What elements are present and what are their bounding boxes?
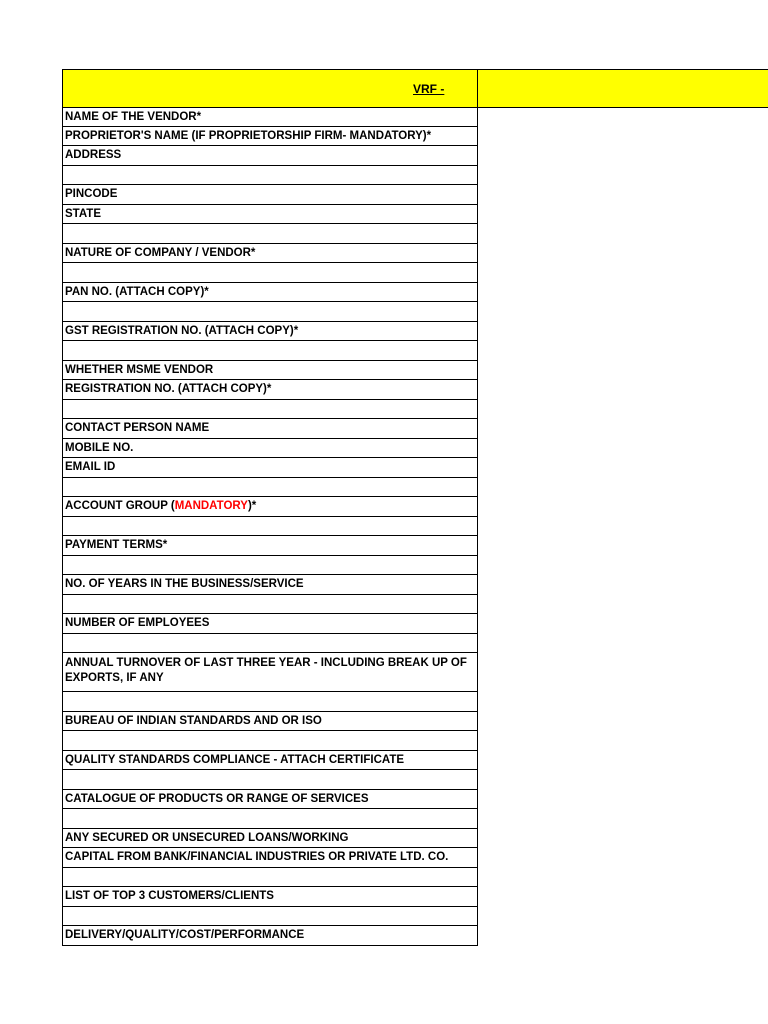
blank-row: [63, 809, 477, 829]
form-row-label: DELIVERY/QUALITY/COST/PERFORMANCE: [63, 926, 477, 946]
form-row-label: NATURE OF COMPANY / VENDOR*: [63, 244, 477, 263]
form-row-label: NUMBER OF EMPLOYEES: [63, 614, 477, 634]
form-table: [62, 108, 478, 946]
form-row-label: CONTACT PERSON NAME: [63, 419, 477, 439]
form-row-label: [63, 497, 477, 517]
form-row-label: PINCODE: [63, 185, 477, 205]
form-row-label: WHETHER MSME VENDOR: [63, 361, 477, 380]
form-row-label: ADDRESS: [63, 146, 477, 166]
form-row-label: MOBILE NO.: [63, 439, 477, 458]
form-row-label: PAN NO. (ATTACH COPY)*: [63, 283, 477, 302]
form-row-label-part: )*: [247, 500, 257, 512]
blank-row: [63, 263, 477, 283]
form-row-label: ANY SECURED OR UNSECURED LOANS/WORKING: [63, 829, 477, 848]
blank-row: [63, 166, 477, 185]
form-row-label: STATE: [63, 205, 477, 224]
form-row-label: BUREAU OF INDIAN STANDARDS AND OR ISO: [63, 712, 477, 731]
blank-row: [63, 868, 477, 887]
blank-row: [63, 634, 477, 653]
form-row-label: PAYMENT TERMS*: [63, 536, 477, 556]
form-row-label: LIST OF TOP 3 CUSTOMERS/CLIENTS: [63, 887, 477, 907]
form-row-label: CATALOGUE OF PRODUCTS OR RANGE OF SERVICES: [63, 790, 477, 809]
form-row-label: NO. OF YEARS IN THE BUSINESS/SERVICE: [63, 575, 477, 595]
column-divider: [477, 70, 478, 107]
form-row-label-part: ACCOUNT GROUP (: [65, 500, 175, 512]
blank-row: [63, 907, 477, 926]
form-row-label: PROPRIETOR'S NAME (IF PROPRIETORSHIP FIRM- MANDATORY)*: [63, 127, 477, 146]
form-row-label: EMAIL ID: [63, 458, 477, 478]
form-header: [62, 69, 768, 108]
blank-row: [63, 478, 477, 497]
form-row-label: GST REGISTRATION NO. (ATTACH COPY)*: [63, 322, 477, 341]
blank-row: [63, 224, 477, 244]
form-row-label: NAME OF THE VENDOR*: [63, 108, 477, 127]
blank-row: [63, 770, 477, 790]
blank-row: [63, 400, 477, 419]
form-row-label: REGISTRATION NO. (ATTACH COPY)*: [63, 380, 477, 400]
blank-row: [63, 556, 477, 575]
blank-row: [63, 692, 477, 712]
form-row-label: ANNUAL TURNOVER OF LAST THREE YEAR - INCLUDING BREAK UP OF EXPORTS, IF ANY: [63, 653, 477, 692]
mandatory-note: MANDATORY: [174, 500, 248, 512]
blank-row: [63, 595, 477, 614]
blank-row: [63, 731, 477, 751]
blank-row: [63, 517, 477, 536]
form-row-label: QUALITY STANDARDS COMPLIANCE - ATTACH CERTIFICATE: [63, 751, 477, 770]
form-row-label: CAPITAL FROM BANK/FINANCIAL INDUSTRIES OR PRIVATE LTD. CO.: [63, 848, 477, 868]
form-title: VRF -: [413, 82, 445, 96]
vendor-registration-form: [62, 69, 768, 946]
blank-row: [63, 341, 477, 361]
blank-row: [63, 302, 477, 322]
